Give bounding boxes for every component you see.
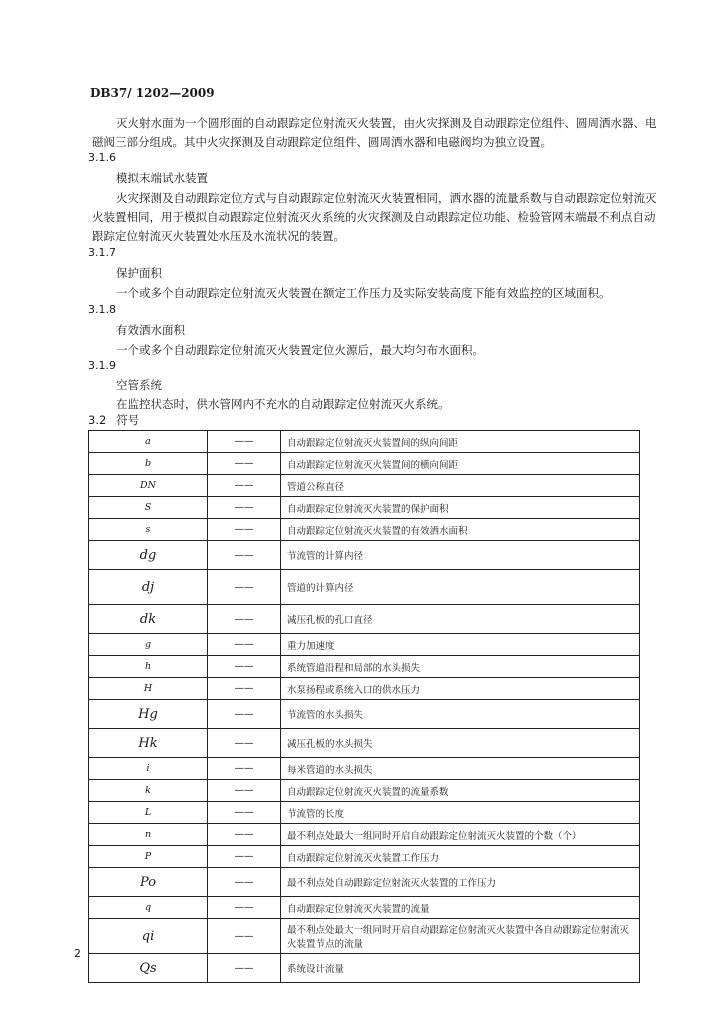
symbol-cell: b — [89, 453, 208, 475]
symbol-cell: h — [89, 656, 208, 678]
symbol-cell: Hk — [89, 729, 208, 758]
description-cell: 最不利点处最大一组同时开启自动跟踪定位射流灭火装置的个数（个） — [281, 824, 640, 846]
symbol-cell: i — [89, 758, 208, 780]
symbol-cell: qi — [89, 919, 208, 954]
dash-cell: —— — [208, 519, 281, 541]
description-cell: 自动跟踪定位射流灭火装置的保护面积 — [281, 497, 640, 519]
document-header: DB37/ 1202—2009 — [90, 86, 215, 100]
symbol-cell: P — [89, 846, 208, 868]
dash-cell: —— — [208, 541, 281, 570]
dash-cell: —— — [208, 729, 281, 758]
description-cell: 自动跟踪定位射流灭火装置的流量系数 — [281, 780, 640, 802]
dash-cell: —— — [208, 954, 281, 983]
table-row — [89, 634, 640, 656]
description-cell: 重力加速度 — [281, 634, 640, 656]
table-row — [89, 497, 640, 519]
symbol-cell: Hg — [89, 700, 208, 729]
page-number: 2 — [74, 947, 81, 960]
description-cell: 节流管的计算内径 — [281, 541, 640, 570]
symbols-heading — [88, 412, 139, 428]
table-row — [89, 475, 640, 497]
section-term: 有效洒水面积 — [116, 323, 185, 337]
dash-cell: —— — [208, 605, 281, 634]
section-definition: 一个或多个自动跟踪定位射流灭火装置定位火源后，最大均匀布水面积。 — [116, 343, 484, 357]
table-row — [89, 919, 640, 954]
section-number: 3.1.9 — [88, 359, 116, 372]
symbol-cell: a — [89, 431, 208, 453]
table-row — [89, 758, 640, 780]
description-cell: 系统设计流量 — [281, 954, 640, 983]
section-definition: 在监控状态时，供水管网内不充水的自动跟踪定位射流灭火系统。 — [116, 397, 450, 411]
description-cell: 自动跟踪定位射流灭火装置的流量 — [281, 897, 640, 919]
symbol-cell: DN — [89, 475, 208, 497]
symbols-table — [88, 430, 640, 983]
table-row — [89, 802, 640, 824]
dash-cell: —— — [208, 824, 281, 846]
dash-cell: —— — [208, 846, 281, 868]
symbol-cell: g — [89, 634, 208, 656]
table-row — [89, 605, 640, 634]
dash-cell: —— — [208, 758, 281, 780]
table-row — [89, 453, 640, 475]
table-row — [89, 868, 640, 897]
description-cell: 自动跟踪定位射流灭火装置间的纵向间距 — [281, 431, 640, 453]
dash-cell: —— — [208, 475, 281, 497]
dash-cell: —— — [208, 678, 281, 700]
symbol-cell: dg — [89, 541, 208, 570]
table-row — [89, 824, 640, 846]
table-row — [89, 570, 640, 605]
dash-cell: —— — [208, 919, 281, 954]
description-cell: 系统管道沿程和局部的水头损失 — [281, 656, 640, 678]
symbol-cell: q — [89, 897, 208, 919]
dash-cell: —— — [208, 656, 281, 678]
description-cell: 自动跟踪定位射流灭火装置的有效洒水面积 — [281, 519, 640, 541]
symbol-cell: H — [89, 678, 208, 700]
description-cell: 减压孔板的水头损失 — [281, 729, 640, 758]
section-definition: 一个或多个自动跟踪定位射流灭火装置在额定工作压力及实际安装高度下能有效监控的区域面积。 — [116, 286, 611, 300]
table-row — [89, 954, 640, 983]
dash-cell: —— — [208, 897, 281, 919]
section-term: 模拟末端试水装置 — [116, 171, 208, 185]
symbol-cell: n — [89, 824, 208, 846]
section-number: 3.1.8 — [88, 303, 116, 316]
table-row — [89, 700, 640, 729]
symbol-cell: s — [89, 519, 208, 541]
symbol-cell: Qs — [89, 954, 208, 983]
dash-cell: —— — [208, 453, 281, 475]
symbols-heading-number: 3.2 — [88, 413, 107, 427]
description-cell: 自动跟踪定位射流灭火装置间的横向间距 — [281, 453, 640, 475]
table-row — [89, 897, 640, 919]
description-cell: 水泵扬程或系统入口的供水压力 — [281, 678, 640, 700]
description-cell: 管道公称直径 — [281, 475, 640, 497]
dash-cell: —— — [208, 431, 281, 453]
symbols-heading-title: 符号 — [116, 413, 140, 427]
description-cell: 每米管道的水头损失 — [281, 758, 640, 780]
symbol-cell: L — [89, 802, 208, 824]
table-row — [89, 846, 640, 868]
symbol-cell: k — [89, 780, 208, 802]
symbol-cell: S — [89, 497, 208, 519]
table-row — [89, 519, 640, 541]
section-term: 保护面积 — [116, 266, 162, 280]
dash-cell: —— — [208, 634, 281, 656]
table-row — [89, 729, 640, 758]
description-cell: 自动跟踪定位射流灭火装置工作压力 — [281, 846, 640, 868]
symbol-cell: dk — [89, 605, 208, 634]
description-cell: 减压孔板的孔口直径 — [281, 605, 640, 634]
dash-cell: —— — [208, 570, 281, 605]
dash-cell: —— — [208, 497, 281, 519]
intro-paragraph: 灭火射水面为一个圆形面的自动跟踪定位射流灭火装置，由火灾探测及自动跟踪定位组件、圆周洒水器、电磁阀三部分组成。其中火灾探测及自动跟踪定位组件、圆周洒水器和电磁阀均为独立设置。 — [92, 116, 657, 149]
description-cell: 节流管的长度 — [281, 802, 640, 824]
table-row — [89, 541, 640, 570]
dash-cell: —— — [208, 802, 281, 824]
section-number: 3.1.7 — [88, 246, 116, 259]
dash-cell: —— — [208, 700, 281, 729]
dash-cell: —— — [208, 780, 281, 802]
table-row — [89, 780, 640, 802]
section-definition: 火灾探测及自动跟踪定位方式与自动跟踪定位射流灭火装置相同，洒水器的流量系数与自动跟踪定位射流灭火装置相同，用于模拟自动跟踪定位射流灭火系统的火灾探测及自动跟踪定位功能、检验管网末端最不利点自动跟踪定位射流灭火装置处水压及水流状况的装置。 — [92, 191, 657, 243]
section-number: 3.1.6 — [88, 151, 116, 164]
dash-cell: —— — [208, 868, 281, 897]
symbol-cell: Po — [89, 868, 208, 897]
description-cell: 管道的计算内径 — [281, 570, 640, 605]
symbol-cell: dj — [89, 570, 208, 605]
table-row — [89, 678, 640, 700]
table-row — [89, 431, 640, 453]
table-row — [89, 656, 640, 678]
description-cell: 节流管的水头损失 — [281, 700, 640, 729]
section-term: 空管系统 — [116, 378, 162, 392]
description-cell: 最不利点处自动跟踪定位射流灭火装置的工作压力 — [281, 868, 640, 897]
description-cell: 最不利点处最大一组同时开启自动跟踪定位射流灭火装置中各自动跟踪定位射流灭火装置节点的流量 — [281, 919, 640, 954]
